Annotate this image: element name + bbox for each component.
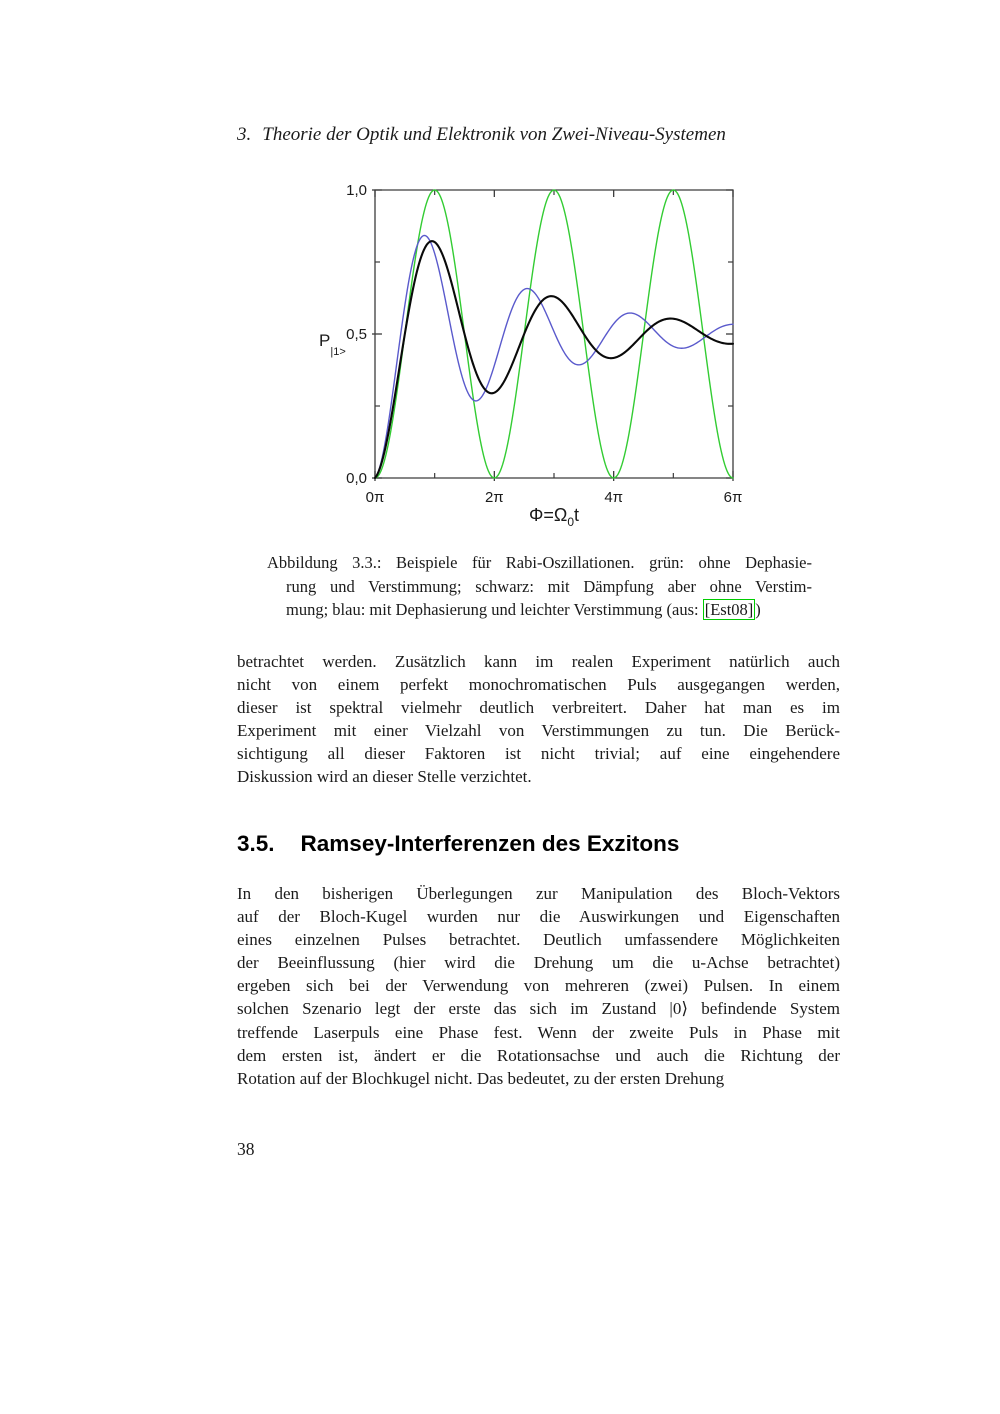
section-number: 3.5.: [237, 831, 275, 856]
y-axis-label: $P_{|1>}$: [319, 331, 346, 358]
y-tick-label: 1,0: [346, 182, 367, 199]
paragraph-ramsey-intro: [237, 882, 840, 1090]
x-tick-label: 4π: [604, 489, 624, 506]
text-line: In den bisherigen Überlegungen zur Manipulation des Bloch-Vektors: [237, 884, 840, 903]
text-line: auf der Bloch-Kugel wurden nur die Auswirkungen und Eigenschaften: [237, 907, 840, 927]
rabi-oscillations-chart: [315, 175, 755, 539]
text-line: betrachtet werden. Zusätzlich kann im realen Experiment natürlich auch: [237, 652, 840, 671]
text-line: dem ersten ist, ändert er die Rotationsachse und auch die Richtung der: [237, 1045, 840, 1065]
series-curve: [375, 190, 733, 478]
caption-line-2: rung und Verstimmung; schwarz: mit Dämpfung aber ohne Verstim-: [286, 576, 812, 596]
series-curve: [375, 241, 733, 478]
page-number: 38: [237, 1139, 255, 1159]
section-heading: [237, 831, 679, 857]
text-line: Diskussion wird an dieser Stelle verzichtet.: [237, 767, 532, 787]
plot-frame: [375, 190, 733, 478]
text-line: Experiment mit einer Vielzahl von Verstimmungen zu tun. Die Berück-: [237, 721, 840, 741]
y-tick-label: 0,5: [346, 326, 367, 343]
text-line: nicht von einem perfekt monochromatischen Puls ausgegangen werden,: [237, 675, 840, 695]
section-title: Ramsey-Interferenzen des Exzitons: [300, 831, 680, 856]
text-line: solchen Szenario legt der erste das sich im Zustand |0⟩ befindende System: [237, 999, 840, 1019]
series-curve: [375, 236, 733, 478]
caption-text: ): [755, 600, 761, 619]
text-line: sichtigung all dieser Faktoren ist nicht trivial; auf eine eingehendere: [237, 744, 840, 764]
chapter-title: Theorie der Optik und Elektronik von Zwei-Niveau-Systemen: [262, 124, 726, 145]
caption-line-1: Abbildung 3.3.: Beispiele für Rabi-Oszillationen. grün: ohne Dephasie-: [267, 553, 812, 572]
chapter-number: 3.: [237, 124, 252, 145]
x-tick-label: 2π: [484, 489, 504, 506]
text-line: treffende Laserpuls eine Phase fest. Wenn der zweite Puls in Phase mit: [237, 1022, 840, 1042]
figure-caption: [267, 551, 812, 622]
caption-text: mung; blau: mit Dephasierung und leichter Verstimmung (aus:: [286, 600, 703, 619]
x-tick-label: 0π: [365, 489, 385, 506]
x-axis-label: $\Phi=\Omega_0t$: [528, 505, 580, 529]
text-line: ergeben sich bei der Verwendung von mehreren (zwei) Pulsen. In einem: [237, 976, 840, 996]
text-line: der Beeinflussung (hier wird die Drehung um die u-Achse betrachtet): [237, 953, 840, 973]
citation-link-est08[interactable]: [Est08]: [704, 600, 754, 619]
text-line: dieser ist spektral vielmehr deutlich verbreitert. Daher hat man es im: [237, 698, 840, 718]
paragraph-detuning-discussion: [237, 650, 840, 789]
text-line: Rotation auf der Blochkugel nicht. Das bedeutet, zu der ersten Drehung: [237, 1068, 725, 1088]
chapter-running-header: [237, 124, 726, 146]
caption-line-3: [267, 598, 812, 622]
y-tick-label: 0,0: [346, 470, 367, 487]
x-tick-label: 6π: [723, 489, 743, 506]
text-line: eines einzelnen Pulses betrachtet. Deutlich umfassendere Möglichkeiten: [237, 930, 840, 950]
